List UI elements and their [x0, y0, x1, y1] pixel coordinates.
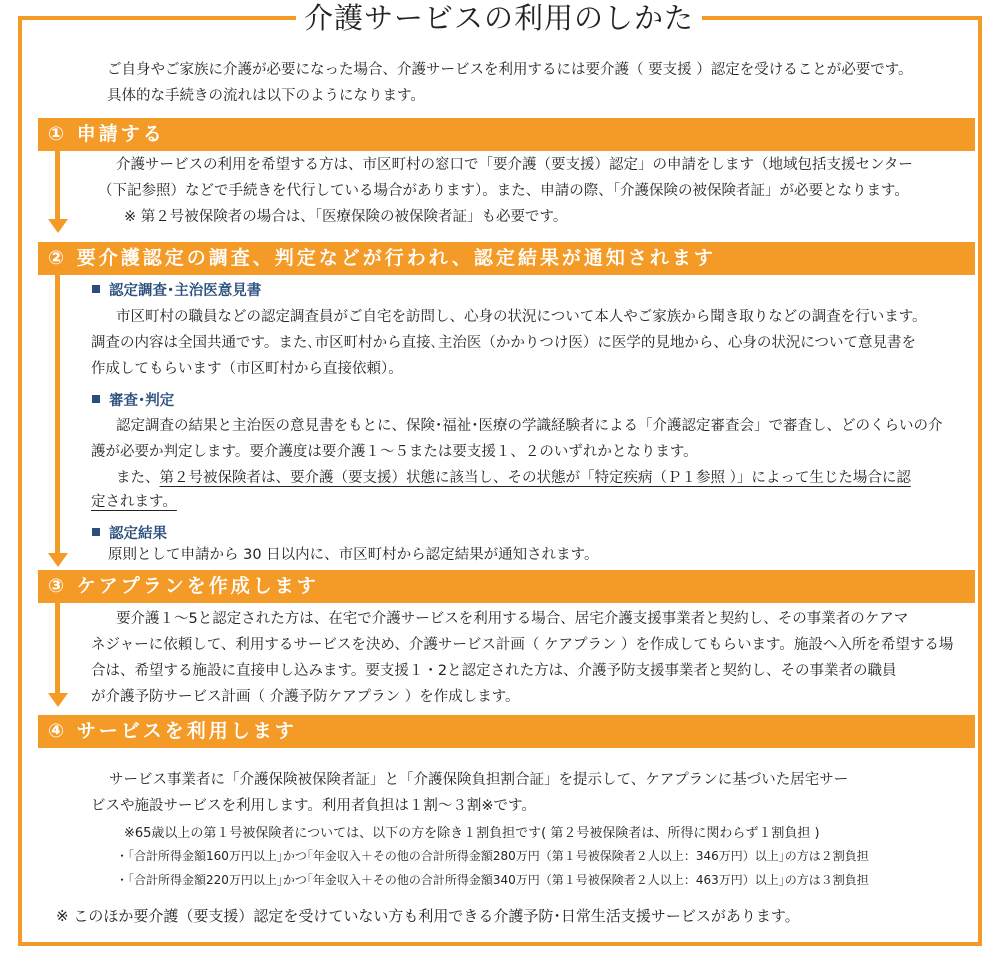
subheading-result: 認定結果: [92, 523, 167, 545]
step4-bullet-2: ・｢合計所得金額220万円以上｣かつ｢年金収入＋その他の合計所得金額340万円（第１号被保険者２人以上：463万円）以上｣の方は３割負担: [116, 873, 869, 887]
step1-arrow-head-icon: [48, 219, 68, 233]
page-title: 介護サービスの利用のしかた: [296, 1, 702, 35]
step1-line-1: 介護サービスの利用を希望する方は、市区町村の窓口で「要介護（要支援）認定」の申請をします（地域包括支援センター: [116, 157, 913, 173]
survey-line-3: 作成してもらいます（市区町村から直接依頼）。: [91, 361, 403, 377]
step3-line-1: 要介護１～5と認定された方は、在宅で介護サービスを利用する場合、居宅介護支援事業者と契約し、その事業者のケアマ: [116, 611, 909, 627]
footer-note: ※ このほか要介護（要支援）認定を受けていない方も利用できる介護予防･日常生活支援サービスがあります。: [56, 907, 800, 925]
intro-line-1: ご自身やご家族に介護が必要になった場合、介護サービスを利用するには要介護（ 要支援 ）認定を受けることが必要です。: [107, 62, 913, 78]
result-line: 原則として申請から 30 日以内に、市区町村から認定結果が通知されます。: [108, 547, 599, 563]
survey-line-2: 調査の内容は全国共通です。また､市区町村から直接､主治医（かかりつけ医）に医学的見地から、心身の状況について意見書を: [91, 335, 917, 351]
review-note-line-1: また、第２号被保険者は、要介護（要支援）状態に該当し、その状態が「特定疾病（Ｐ１参照 ）」によって生じた場合に認: [116, 470, 911, 486]
review-line-1: 認定調査の結果と主治医の意見書をもとに、保険･福祉･医療の学識経験者による「介護認定審査会」で審査し、どのくらいの介: [116, 418, 943, 434]
step4-line-2: ビスや施設サービスを利用します。利用者負担は１割～３割※です。: [91, 798, 536, 814]
step2-heading: ② 要介護認定の調査、判定などが行われ、認定結果が通知されます: [38, 242, 975, 275]
step4-line-1: サービス事業者に「介護保険被保険者証」と「介護保険負担割合証」を提示して、ケアプランに基づいた居宅サー: [109, 772, 849, 788]
square-bullet-icon: [92, 395, 100, 403]
square-bullet-icon: [92, 528, 100, 536]
step3-arrow-head-icon: [48, 693, 68, 707]
step3-arrow-line: [55, 603, 60, 694]
step4-heading: ④ サービスを利用します: [38, 715, 975, 748]
step3-line-4: が介護予防サービス計画（ 介護予防ケアプラン ）を作成します。: [91, 689, 520, 705]
review-line-2: 護が必要か判定します。要介護度は要介護１～５または要支援１、２のいずれかとなります。: [91, 444, 698, 460]
survey-line-1: 市区町村の職員などの認定調査員がご自宅を訪問し、心身の状況について本人やご家族から聞き取りなどの調査を行います。: [116, 309, 927, 325]
step1-note: ※ 第２号被保険者の場合は、「医療保険の被保険者証」も必要です。: [124, 209, 568, 225]
subheading-review: 審査･判定: [92, 390, 174, 412]
step2-arrow-head-icon: [48, 553, 68, 567]
intro-line-2: 具体的な手続きの流れは以下のようになります。: [107, 88, 425, 104]
square-bullet-icon: [92, 285, 100, 293]
step2-arrow-line: [55, 275, 60, 554]
subheading-survey: 認定調査･主治医意見書: [92, 280, 261, 302]
step1-line-2: （下記参照）などで手続きを代行している場合があります）。また、申請の際、「介護保険の被保険者証」が必要となります。: [98, 183, 909, 199]
step3-heading: ③ ケアプランを作成します: [38, 570, 975, 603]
step4-bullet-1: ・｢合計所得金額160万円以上｣かつ｢年金収入＋その他の合計所得金額280万円（第１号被保険者２人以上：346万円）以上｣の方は２割負担: [116, 849, 869, 863]
step3-line-2: ネジャーに依頼して、利用するサービスを決め、介護サービス計画（ ケアプラン ）を作成してもらいます。施設へ入所を希望する場: [91, 637, 954, 653]
step1-arrow-line: [55, 151, 60, 220]
step4-note: ※65歳以上の第１号被保険者については、以下の方を除き１割負担です( 第２号被保険者は、所得に関わらず１割負担 ): [124, 826, 820, 841]
step1-heading: ① 申請する: [38, 118, 975, 151]
review-note-line-2: 定されます。: [91, 494, 177, 510]
step3-line-3: 合は、希望する施設に直接申し込みます。要支援１・2と認定された方は、介護予防支援事業者と契約し、その事業者の職員: [91, 663, 897, 679]
